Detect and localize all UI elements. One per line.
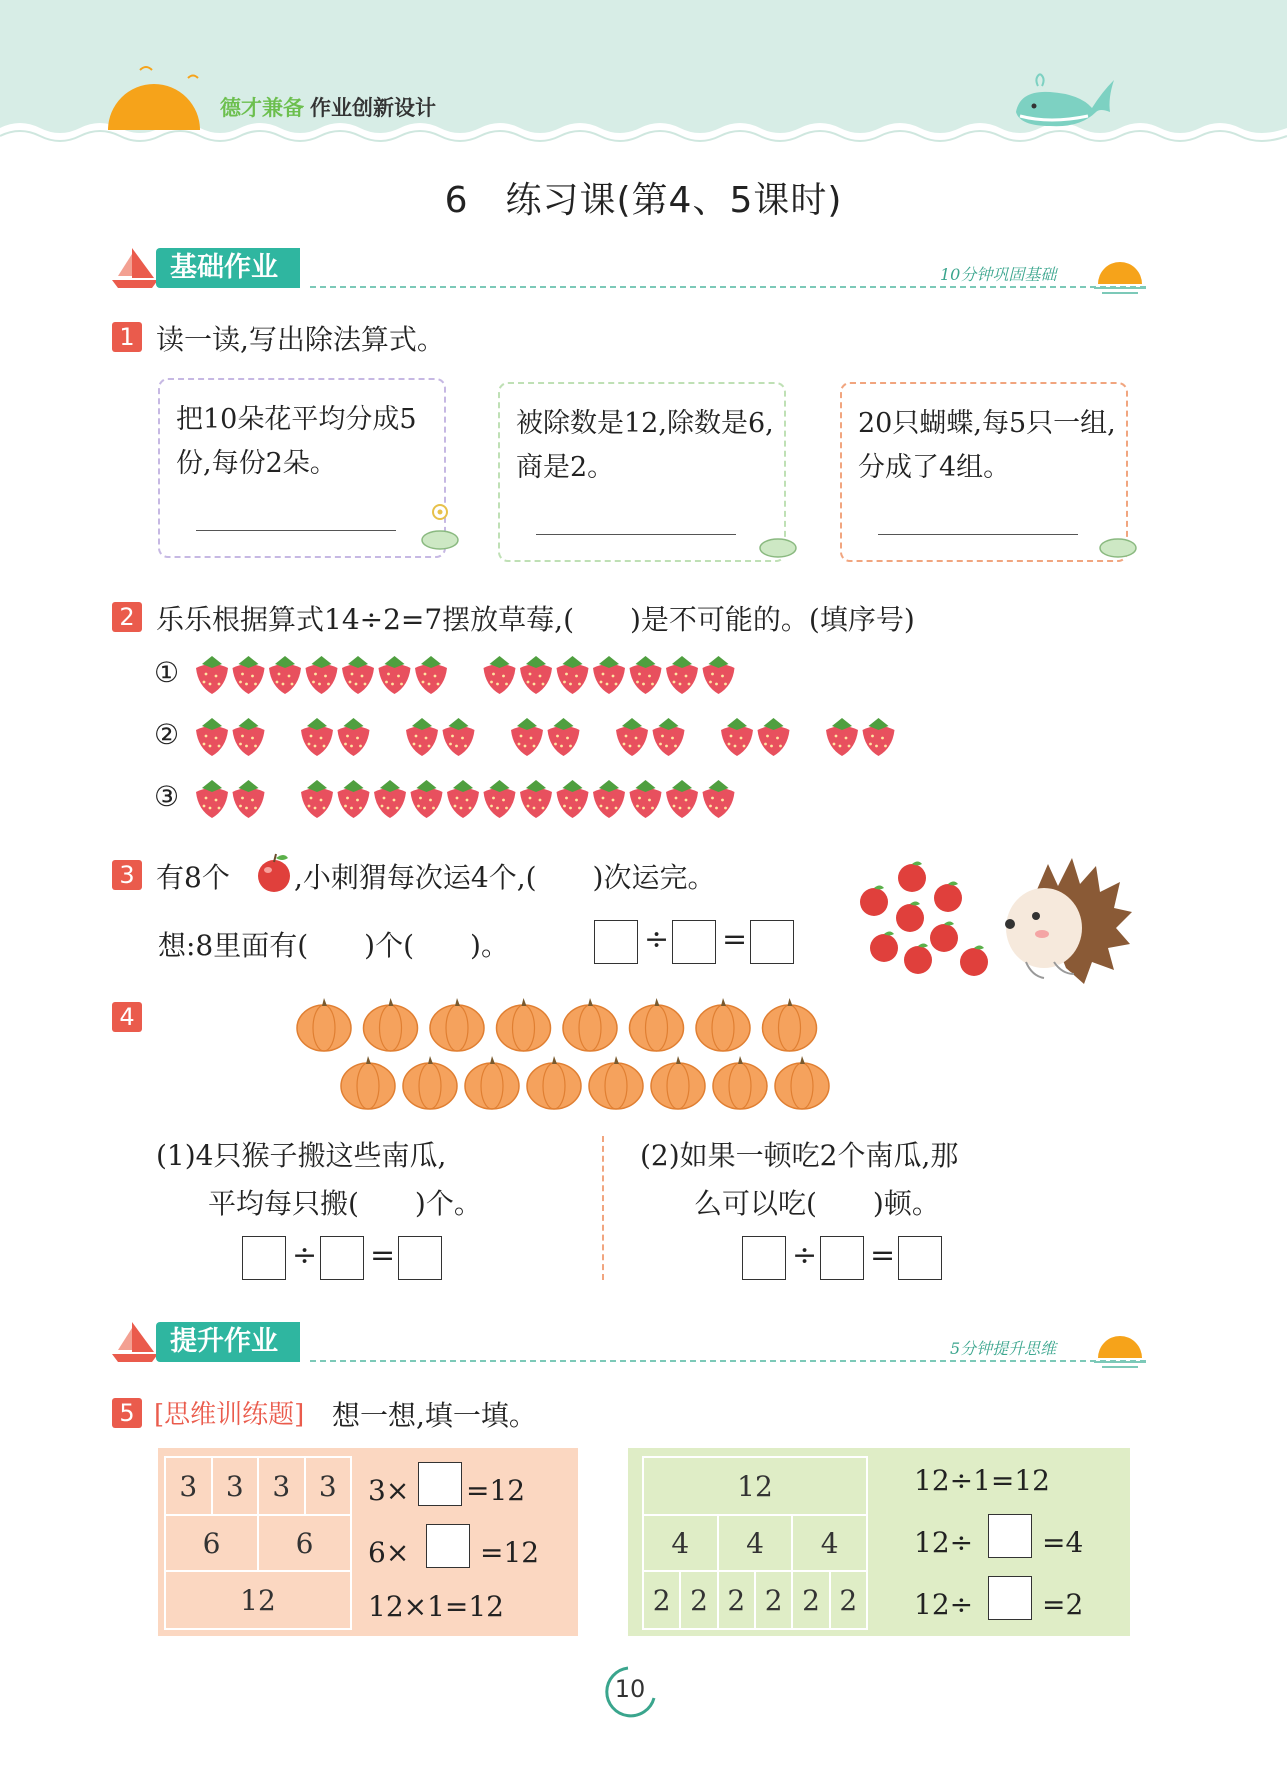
pumpkin-icon [497, 998, 551, 1051]
left-grid-cell: 6 [258, 1515, 351, 1571]
pumpkin-icon [563, 998, 617, 1051]
right-grid-cell: 4 [718, 1515, 793, 1571]
strawberry-icon [593, 656, 625, 694]
strawberry-icon [616, 718, 648, 756]
q1-card-3 [840, 382, 1128, 562]
strawberry-icon [863, 718, 895, 756]
strawberry-arrangements [190, 650, 930, 830]
left-grid-cell: 3 [165, 1457, 212, 1515]
q4-part2-dividend-box[interactable] [742, 1236, 786, 1280]
right-grid-cell: 2 [718, 1571, 755, 1629]
right-grid-cell: 2 [792, 1571, 829, 1629]
q5-left-eq2-box[interactable] [426, 1524, 470, 1568]
strawberry-icon [721, 718, 753, 756]
strawberry-icon [196, 656, 228, 694]
q4-part1-eq-sign: = [370, 1238, 396, 1273]
right-grid-cell: 2 [755, 1571, 792, 1629]
q2-option-1-label: ① [154, 656, 180, 689]
brand-subtitle: 作业创新设计 [310, 96, 436, 120]
apple-pile-illustration [852, 856, 1002, 986]
q1-card-2 [498, 382, 786, 562]
section-basic-divider [310, 286, 1146, 288]
pumpkin-icon [297, 998, 351, 1051]
q5-right-eq2-box[interactable] [988, 1514, 1032, 1558]
strawberry-icon [520, 780, 552, 818]
pumpkin-icon [403, 1056, 457, 1109]
q4-part2-divisor-box[interactable] [820, 1236, 864, 1280]
q4-part2-eq-sign: = [870, 1238, 896, 1273]
strawberry-icon [703, 656, 735, 694]
left-grid-cell: 3 [258, 1457, 305, 1515]
strawberry-icon [666, 656, 698, 694]
q4-part1-line1: (1)4只猴子搬这些南瓜, [156, 1139, 447, 1172]
strawberry-icon [196, 780, 228, 818]
strawberry-icon [301, 718, 333, 756]
strawberry-icon [306, 656, 338, 694]
q4-divider [602, 1136, 604, 1280]
strawberry-icon [703, 780, 735, 818]
strawberry-icon [548, 718, 580, 756]
strawberry-icon [379, 656, 411, 694]
q5-right-eq3-start: 12÷ [914, 1588, 974, 1621]
question-5-number: 5 [112, 1398, 142, 1428]
q3-dividend-box[interactable] [594, 920, 638, 964]
question-1-number: 1 [112, 322, 142, 352]
q5-right-eq3-end: =2 [1042, 1588, 1084, 1621]
q3-quotient-box[interactable] [750, 920, 794, 964]
q4-part2-quotient-box[interactable] [898, 1236, 942, 1280]
apple-icon [254, 852, 294, 894]
brand [220, 92, 436, 122]
question-1-prompt: 读一读,写出除法算式。 [156, 323, 445, 356]
strawberry-icon [630, 656, 662, 694]
q2-option-2-label: ② [154, 718, 180, 751]
whale-icon [1010, 72, 1120, 132]
question-5-tag: [思维训练题] [154, 1400, 305, 1430]
q5-left-eq3: 12×1=12 [368, 1590, 504, 1623]
strawberry-icon [443, 718, 475, 756]
right-grid-cell: 2 [680, 1571, 717, 1629]
pumpkin-icon [341, 1056, 395, 1109]
q2-option-3-label: ③ [154, 780, 180, 813]
pumpkin-icon [713, 1056, 767, 1109]
question-3-think: 想:8里面有( )个( )。 [158, 929, 509, 962]
pumpkin-icon [527, 1056, 581, 1109]
q5-right-eq1: 12÷1=12 [914, 1464, 1050, 1497]
leaf-icon [1096, 532, 1140, 562]
strawberry-icon [411, 780, 443, 818]
q5-left-eq1-box[interactable] [418, 1462, 462, 1506]
right-grid-cell: 4 [792, 1515, 867, 1571]
q5-left-eq1-start: 3× [368, 1474, 410, 1507]
right-grid-cell: 2 [643, 1571, 680, 1629]
question-3-number: 3 [112, 860, 142, 890]
strawberry-icon [666, 780, 698, 818]
q3-div-sign: ÷ [644, 922, 670, 957]
leaf-icon [756, 532, 800, 562]
page-number: 10 [614, 1675, 646, 1703]
q5-left-grid [164, 1456, 352, 1630]
strawberry-icon [338, 780, 370, 818]
q5-right-eq2-end: =4 [1042, 1526, 1084, 1559]
strawberry-icon [758, 718, 790, 756]
small-sun-icon [1092, 1328, 1148, 1370]
strawberry-icon [374, 780, 406, 818]
sailboat-icon [110, 244, 160, 290]
pumpkin-icon [589, 1056, 643, 1109]
strawberry-icon [338, 718, 370, 756]
strawberry-icon [447, 780, 479, 818]
q4-part1-quotient-box[interactable] [398, 1236, 442, 1280]
strawberry-icon [484, 656, 516, 694]
q4-part2-div-sign: ÷ [792, 1238, 818, 1273]
strawberry-icon [630, 780, 662, 818]
pumpkin-icon [651, 1056, 705, 1109]
flower-leaf-icon [418, 500, 462, 556]
question-3-prompt-end: ,小刺猬每次运4个,( )次运完。 [294, 861, 716, 894]
pumpkin-icon [630, 998, 684, 1051]
q5-left-eq1-end: =12 [466, 1474, 526, 1507]
q1-card-2-text: 被除数是12,除数是6,商是2。 [516, 408, 774, 483]
left-grid-cell: 3 [212, 1457, 259, 1515]
q5-right-grid [642, 1456, 868, 1630]
pumpkin-icon [775, 1056, 829, 1109]
q5-right-eq3-box[interactable] [988, 1576, 1032, 1620]
question-3-prompt-start: 有8个 [156, 861, 230, 894]
q1-card-1 [158, 378, 446, 558]
strawberry-icon [511, 718, 543, 756]
pumpkin-icon [696, 998, 750, 1051]
strawberry-icon [233, 780, 265, 818]
q5-left-eq2-end: =12 [480, 1536, 540, 1569]
section-advanced-divider [310, 1360, 1146, 1362]
strawberry-icon [520, 656, 552, 694]
right-grid-cell: 4 [643, 1515, 718, 1571]
pumpkin-icon [465, 1056, 519, 1109]
q4-part1-line2: 平均每只搬( )个。 [208, 1187, 482, 1220]
pumpkin-icon [763, 998, 817, 1051]
strawberry-icon [593, 780, 625, 818]
strawberry-icon [301, 780, 333, 818]
section-basic-note: 10分钟巩固基础 [940, 265, 1057, 284]
q3-divisor-box[interactable] [672, 920, 716, 964]
strawberry-icon [415, 656, 447, 694]
question-2-number: 2 [112, 602, 142, 632]
question-4-number: 4 [112, 1002, 142, 1032]
q1-card-1-text: 把10朵花平均分成5份,每份2朵。 [176, 404, 417, 479]
brand-name: 德才兼备 [220, 96, 304, 120]
question-2-prompt: 乐乐根据算式14÷2=7摆放草莓,( )是不可能的。(填序号) [156, 603, 915, 636]
left-grid-cell: 12 [165, 1571, 351, 1629]
strawberry-icon [196, 718, 228, 756]
strawberry-icon [233, 718, 265, 756]
section-basic-label: 基础作业 [156, 248, 300, 288]
q3-eq-sign: = [722, 922, 748, 957]
q4-part2-line2: 么可以吃( )顿。 [694, 1187, 940, 1220]
sailboat-icon [110, 1318, 160, 1364]
q4-part2-line1: (2)如果一顿吃2个南瓜,那 [640, 1139, 959, 1172]
left-grid-cell: 6 [165, 1515, 258, 1571]
section-advanced-note: 5分钟提升思维 [950, 1339, 1057, 1358]
q1-card-2-answer-line[interactable] [536, 534, 736, 535]
q1-card-3-text: 20只蝴蝶,每5只一组,分成了4组。 [858, 408, 1116, 483]
left-grid-cell: 3 [305, 1457, 352, 1515]
q1-card-3-answer-line[interactable] [878, 534, 1078, 535]
q1-card-1-answer-line[interactable] [196, 530, 396, 531]
question-5-prompt: 想一想,填一填。 [332, 1399, 537, 1432]
strawberry-icon [653, 718, 685, 756]
strawberry-icon [557, 780, 589, 818]
pumpkin-icon [364, 998, 418, 1051]
pumpkin-icon [430, 998, 484, 1051]
right-grid-cell: 12 [643, 1457, 867, 1515]
page-title: 6 练习课(第4、5课时) [444, 180, 843, 221]
small-sun-icon [1092, 254, 1148, 296]
q5-left-eq2-start: 6× [368, 1536, 410, 1569]
q4-part1-div-sign: ÷ [292, 1238, 318, 1273]
q4-part1-dividend-box[interactable] [242, 1236, 286, 1280]
q5-right-eq2-start: 12÷ [914, 1526, 974, 1559]
pumpkin-rows [290, 996, 850, 1116]
right-grid-cell: 2 [830, 1571, 867, 1629]
q4-part1-divisor-box[interactable] [320, 1236, 364, 1280]
sun-icon [100, 52, 210, 132]
hedgehog-illustration [996, 852, 1136, 992]
strawberry-icon [233, 656, 265, 694]
strawberry-icon [269, 656, 301, 694]
strawberry-icon [342, 656, 374, 694]
strawberry-icon [406, 718, 438, 756]
strawberry-icon [484, 780, 516, 818]
strawberry-icon [826, 718, 858, 756]
section-advanced-label: 提升作业 [156, 1322, 300, 1362]
strawberry-icon [557, 656, 589, 694]
